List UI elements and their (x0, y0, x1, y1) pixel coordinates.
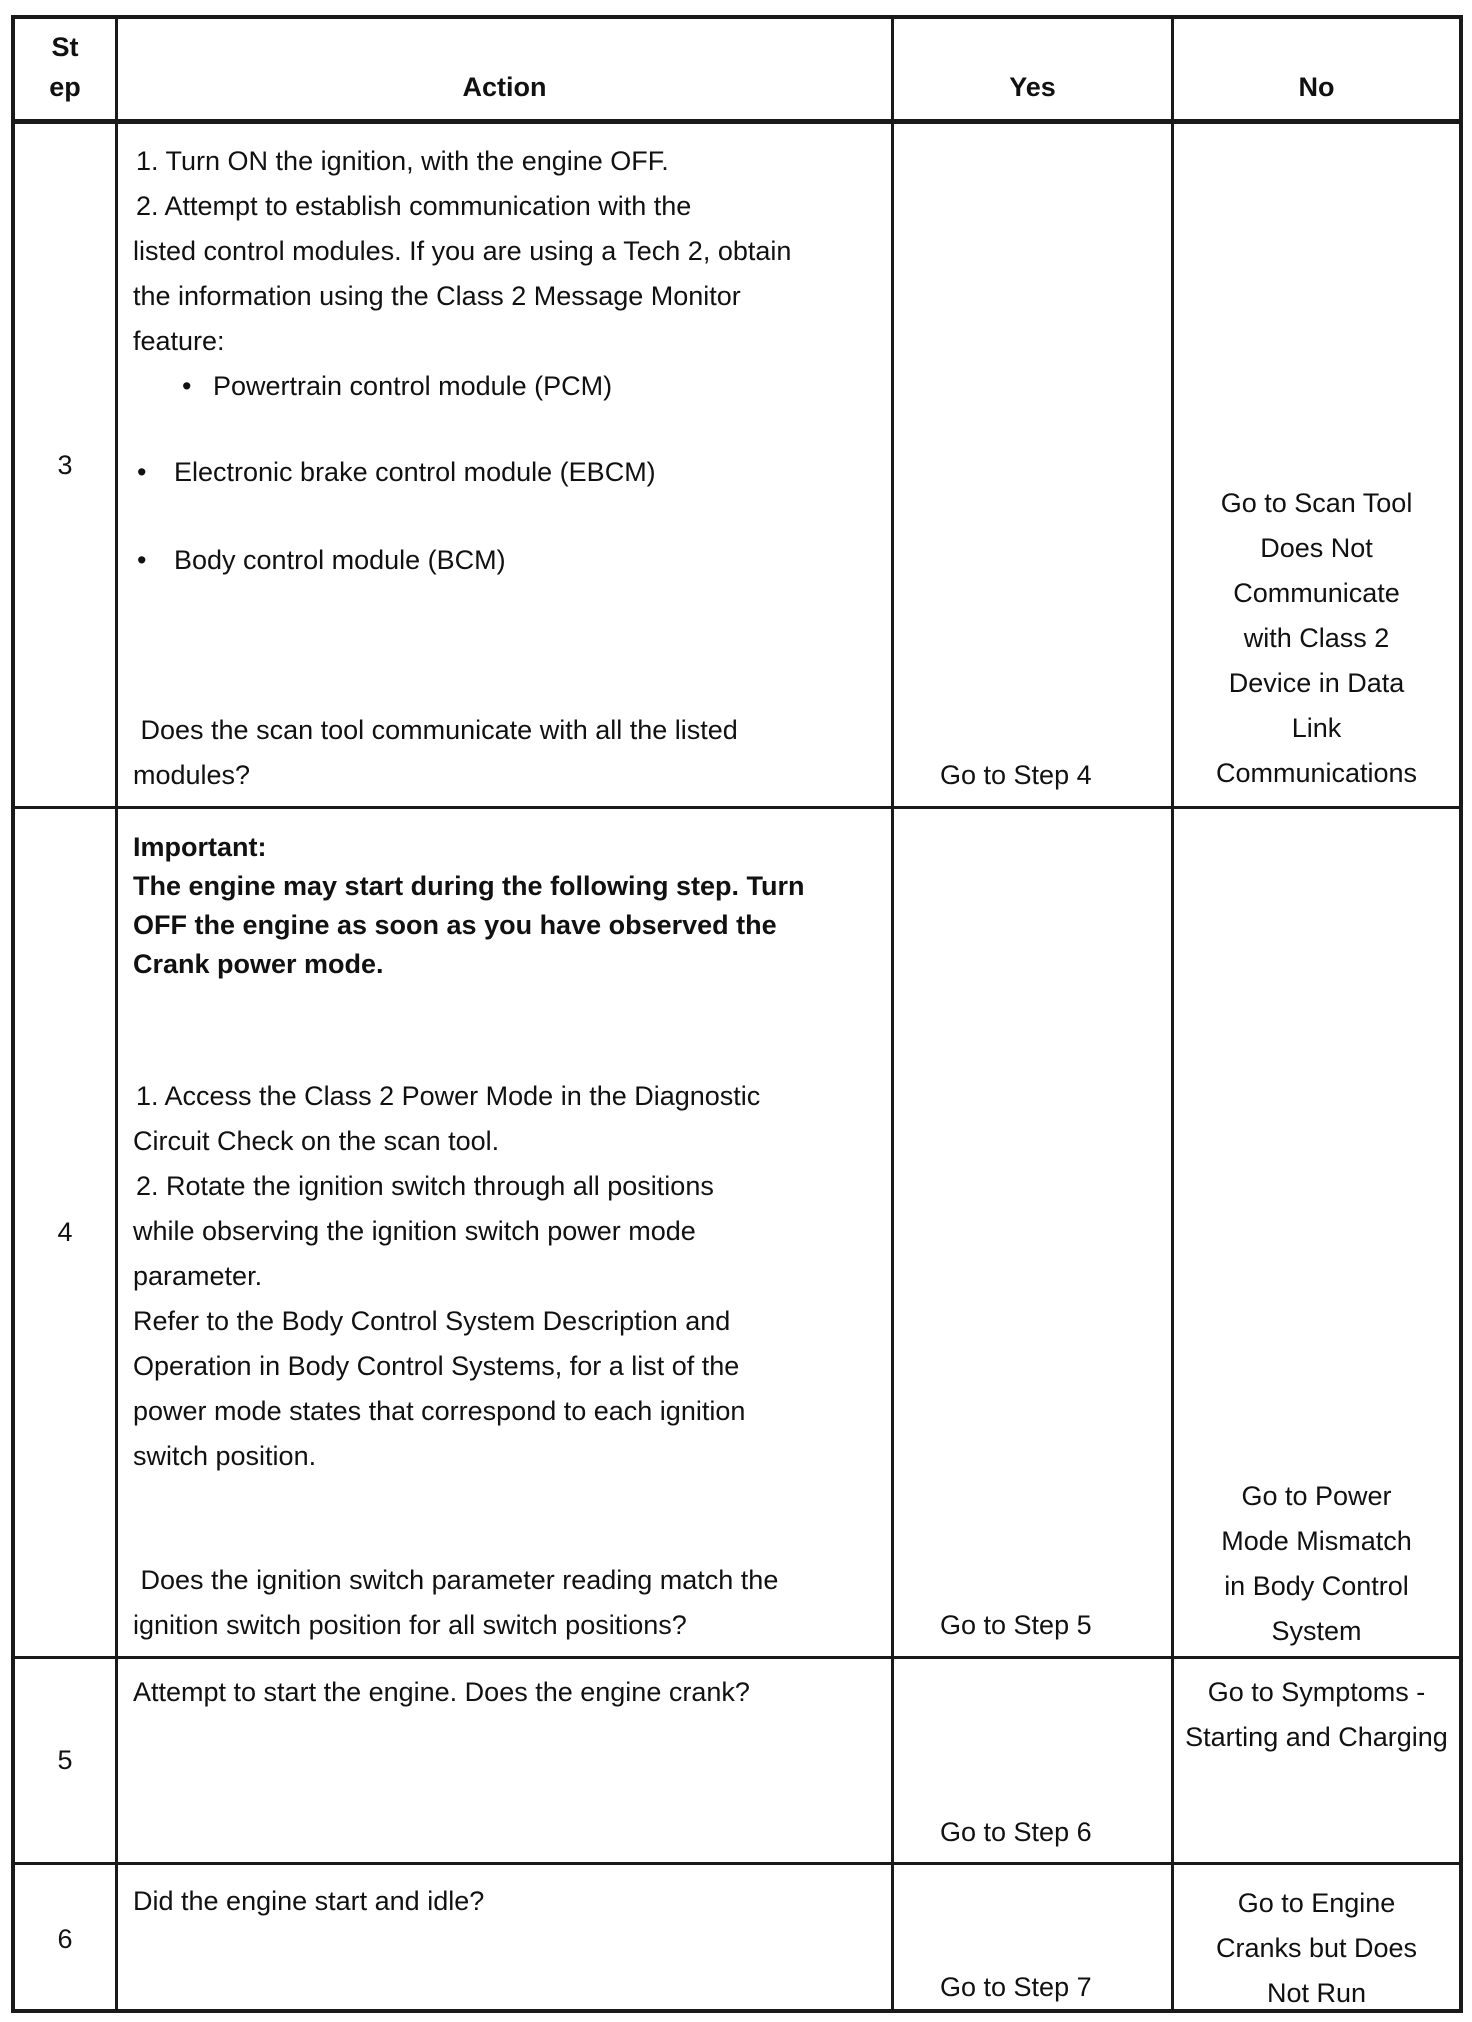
no-link[interactable]: Go to Symptoms - Starting and Charging (1185, 1677, 1448, 1752)
header-no: No (1298, 72, 1335, 102)
bullet-icon: • (182, 371, 192, 401)
no-link[interactable]: Go to Power Mode Mismatch in Body Control System (1221, 1481, 1412, 1646)
header-action: Action (462, 72, 547, 102)
important-label: Important: (133, 832, 267, 862)
row-divider (15, 1656, 1459, 1659)
action-text: parameter. (133, 1261, 263, 1291)
column-divider (891, 19, 894, 2009)
row-divider (15, 1862, 1459, 1865)
header-step: St ep (49, 32, 81, 102)
header-divider (15, 119, 1459, 124)
action-text: Attempt to start the engine. Does the engine crank? (133, 1677, 750, 1707)
yes-link[interactable]: Go to Step 4 (940, 760, 1092, 790)
action-text: Circuit Check on the scan tool. (133, 1126, 500, 1156)
action-question: ignition switch position for all switch positions? (133, 1610, 687, 1640)
yes-link[interactable]: Go to Step 6 (940, 1817, 1092, 1847)
action-text: power mode states that correspond to each ignition (133, 1396, 746, 1426)
action-text: Operation in Body Control Systems, for a list of the (133, 1351, 740, 1381)
action-question: Does the ignition switch parameter reading match the (133, 1565, 779, 1595)
bullet-item: Electronic brake control module (EBCM) (174, 457, 656, 487)
important-text: Crank power mode. (133, 949, 384, 979)
bullet-item: Body control module (BCM) (174, 545, 506, 575)
action-text: feature: (133, 326, 225, 356)
step-number: 6 (57, 1923, 73, 1954)
bullet-icon: • (137, 457, 147, 487)
action-question: modules? (133, 760, 251, 790)
yes-link[interactable]: Go to Step 5 (940, 1610, 1092, 1640)
row-divider (15, 806, 1459, 809)
action-question: Does the scan tool communicate with all the listed (133, 715, 738, 745)
no-link[interactable]: Go to Engine Cranks but Does Not Run (1215, 1888, 1418, 2008)
action-step-item: 2. Rotate the ignition switch through all positions (136, 1171, 714, 1201)
diagnostic-table (11, 15, 1463, 2013)
no-link[interactable]: Go to Scan Tool Does Not Communicate with Class 2 Device in Data Link Communications (1215, 488, 1418, 788)
action-text: Refer to the Body Control System Description and (133, 1306, 731, 1336)
action-step-item: 2. Attempt to establish communication with the (136, 191, 692, 221)
action-text: switch position. (133, 1441, 317, 1471)
action-text: the information using the Class 2 Message Monitor (133, 281, 741, 311)
action-text: while observing the ignition switch power mode (133, 1216, 696, 1246)
step-number: 4 (57, 1217, 73, 1247)
action-step-item: 1. Turn ON the ignition, with the engine OFF. (136, 146, 669, 176)
column-divider (115, 19, 118, 2009)
action-text: listed control modules. If you are using a Tech 2, obtain (133, 236, 792, 266)
header-yes: Yes (1009, 72, 1056, 102)
step-number: 3 (57, 449, 73, 480)
action-step-item: 1. Access the Class 2 Power Mode in the Diagnostic (136, 1081, 761, 1111)
action-text: Did the engine start and idle? (133, 1886, 485, 1916)
important-text: The engine may start during the following step. Turn (133, 871, 805, 901)
step-number: 5 (57, 1745, 73, 1775)
yes-link[interactable]: Go to Step 7 (940, 1972, 1092, 2002)
bullet-icon: • (137, 545, 147, 575)
important-text: OFF the engine as soon as you have observed the (133, 910, 777, 940)
bullet-item: Powertrain control module (PCM) (213, 371, 613, 401)
